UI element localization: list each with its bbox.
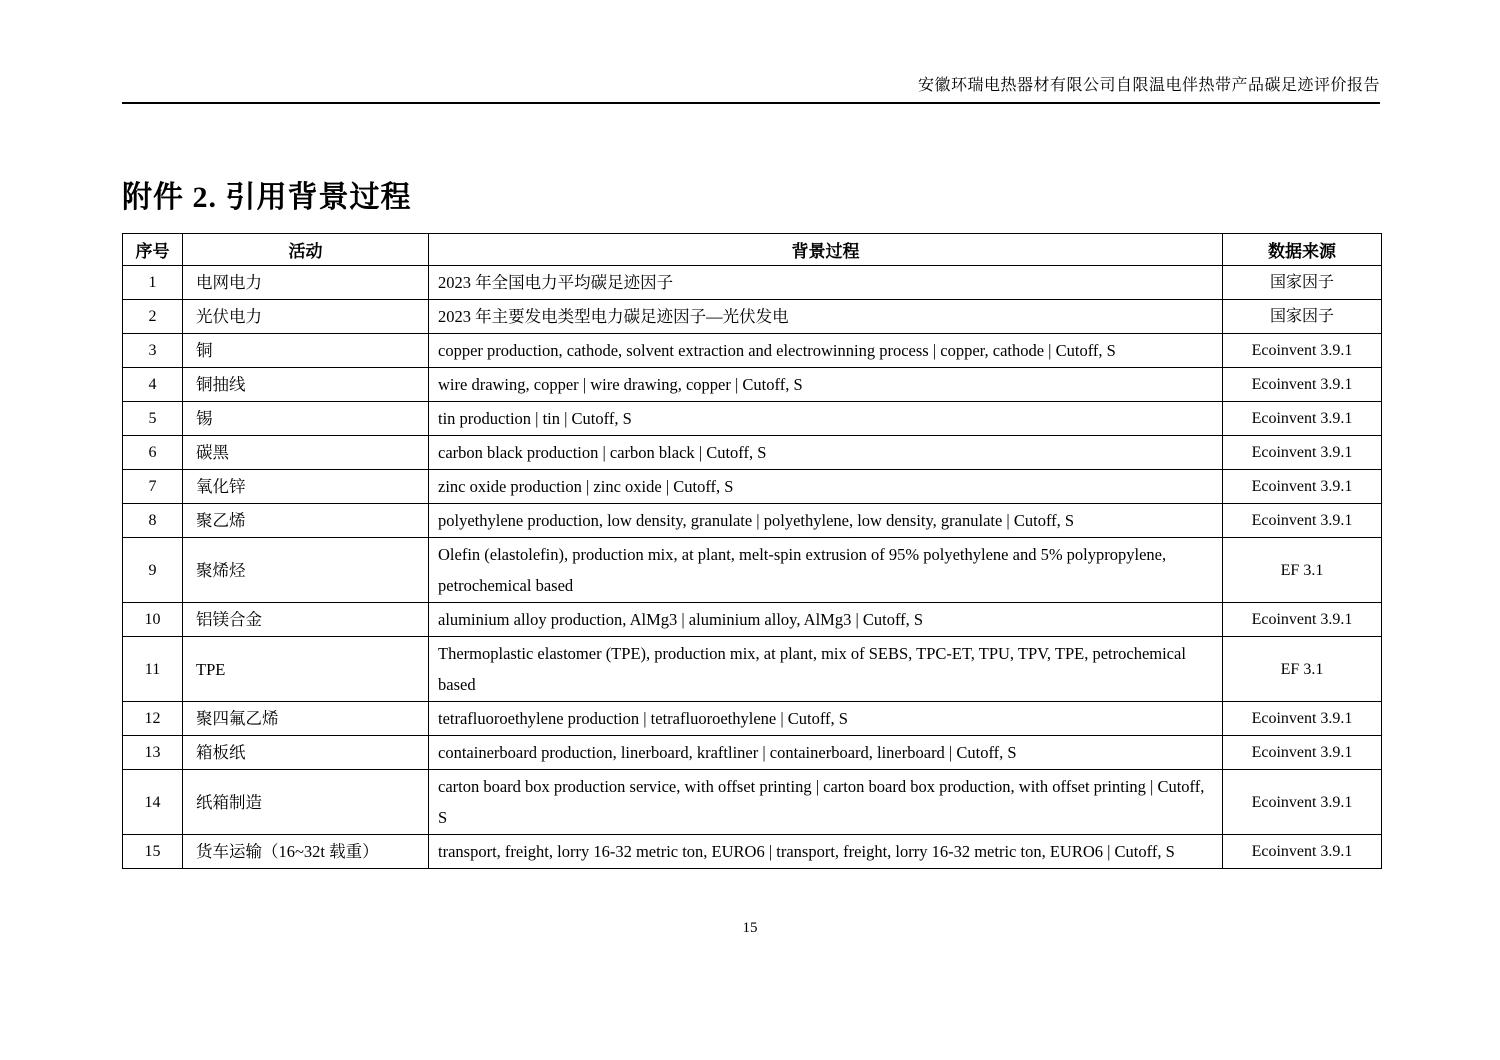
source-cell: 国家因子	[1223, 266, 1382, 300]
activity-cell: 光伏电力	[183, 300, 429, 334]
process-cell: Olefin (elastolefin), production mix, at plant, melt-spin extrusion of 95% polyethylene and 5% polypropylene, petrochemical based	[429, 538, 1223, 603]
activity-cell: 铝镁合金	[183, 603, 429, 637]
source-cell: EF 3.1	[1223, 538, 1382, 603]
activity-cell: 碳黑	[183, 436, 429, 470]
process-cell: copper production, cathode, solvent extraction and electrowinning process | copper, cathode | Cutoff, S	[429, 334, 1223, 368]
process-cell: tetrafluoroethylene production | tetrafluoroethylene | Cutoff, S	[429, 702, 1223, 736]
row-number-cell: 10	[123, 603, 183, 637]
process-cell: wire drawing, copper | wire drawing, copper | Cutoff, S	[429, 368, 1223, 402]
table-row	[123, 538, 1382, 603]
activity-cell: 锡	[183, 402, 429, 436]
table-row	[123, 770, 1382, 835]
process-cell: containerboard production, linerboard, kraftliner | containerboard, linerboard | Cutoff, S	[429, 736, 1223, 770]
activity-cell: 铜抽线	[183, 368, 429, 402]
table-row	[123, 470, 1382, 504]
row-number-cell: 5	[123, 402, 183, 436]
row-number-cell: 14	[123, 770, 183, 835]
row-number-cell: 13	[123, 736, 183, 770]
row-number-cell: 11	[123, 637, 183, 702]
row-number-cell: 8	[123, 504, 183, 538]
background-process-table	[122, 233, 1382, 869]
source-cell: Ecoinvent 3.9.1	[1223, 368, 1382, 402]
header-text: 安徽环瑞电热器材有限公司自限温电伴热带产品碳足迹评价报告	[917, 77, 1380, 94]
row-number-cell: 7	[123, 470, 183, 504]
activity-cell: 聚四氟乙烯	[183, 702, 429, 736]
activity-cell: 聚烯烃	[183, 538, 429, 603]
source-cell: Ecoinvent 3.9.1	[1223, 835, 1382, 869]
activity-cell: 聚乙烯	[183, 504, 429, 538]
table-row	[123, 368, 1382, 402]
background-process-table-body	[123, 266, 1382, 869]
activity-cell: 货车运输（16~32t 载重）	[183, 835, 429, 869]
table-row	[123, 702, 1382, 736]
table-row	[123, 736, 1382, 770]
col-header-source: 数据来源	[1223, 234, 1382, 266]
row-number-cell: 12	[123, 702, 183, 736]
source-cell: Ecoinvent 3.9.1	[1223, 702, 1382, 736]
row-number-cell: 4	[123, 368, 183, 402]
process-cell: aluminium alloy production, AlMg3 | aluminium alloy, AlMg3 | Cutoff, S	[429, 603, 1223, 637]
table-header-row	[123, 234, 1382, 266]
activity-cell: 铜	[183, 334, 429, 368]
source-cell: Ecoinvent 3.9.1	[1223, 770, 1382, 835]
process-cell: 2023 年全国电力平均碳足迹因子	[429, 266, 1223, 300]
table-row	[123, 300, 1382, 334]
table-row	[123, 835, 1382, 869]
activity-cell: 电网电力	[183, 266, 429, 300]
source-cell: EF 3.1	[1223, 637, 1382, 702]
col-header-no: 序号	[123, 234, 183, 266]
source-cell: Ecoinvent 3.9.1	[1223, 402, 1382, 436]
page-title: 附件 2. 引用背景过程	[122, 181, 412, 214]
row-number-cell: 2	[123, 300, 183, 334]
col-header-activity: 活动	[183, 234, 429, 266]
row-number-cell: 9	[123, 538, 183, 603]
table-row	[123, 504, 1382, 538]
table-row	[123, 436, 1382, 470]
process-cell: polyethylene production, low density, granulate | polyethylene, low density, granulate | Cutoff, S	[429, 504, 1223, 538]
process-cell: Thermoplastic elastomer (TPE), production mix, at plant, mix of SEBS, TPC-ET, TPU, TPV, TPE, petrochemical based	[429, 637, 1223, 702]
activity-cell: 纸箱制造	[183, 770, 429, 835]
process-cell: 2023 年主要发电类型电力碳足迹因子—光伏发电	[429, 300, 1223, 334]
process-cell: zinc oxide production | zinc oxide | Cutoff, S	[429, 470, 1223, 504]
source-cell: Ecoinvent 3.9.1	[1223, 603, 1382, 637]
page-header	[122, 72, 1380, 104]
source-cell: 国家因子	[1223, 300, 1382, 334]
table-row	[123, 637, 1382, 702]
source-cell: Ecoinvent 3.9.1	[1223, 470, 1382, 504]
row-number-cell: 1	[123, 266, 183, 300]
source-cell: Ecoinvent 3.9.1	[1223, 436, 1382, 470]
process-cell: carbon black production | carbon black | Cutoff, S	[429, 436, 1223, 470]
table-row	[123, 603, 1382, 637]
page-number: 15	[742, 920, 758, 936]
table-row	[123, 266, 1382, 300]
source-cell: Ecoinvent 3.9.1	[1223, 736, 1382, 770]
row-number-cell: 6	[123, 436, 183, 470]
table-row	[123, 334, 1382, 368]
process-cell: transport, freight, lorry 16-32 metric ton, EURO6 | transport, freight, lorry 16-32 metric ton, EURO6 | Cutoff, S	[429, 835, 1223, 869]
source-cell: Ecoinvent 3.9.1	[1223, 334, 1382, 368]
source-cell: Ecoinvent 3.9.1	[1223, 504, 1382, 538]
activity-cell: TPE	[183, 637, 429, 702]
process-cell: tin production | tin | Cutoff, S	[429, 402, 1223, 436]
table-row	[123, 402, 1382, 436]
col-header-process: 背景过程	[429, 234, 1223, 266]
process-cell: carton board box production service, with offset printing | carton board box production, with offset printing | Cutoff, S	[429, 770, 1223, 835]
activity-cell: 氧化锌	[183, 470, 429, 504]
activity-cell: 箱板纸	[183, 736, 429, 770]
row-number-cell: 3	[123, 334, 183, 368]
row-number-cell: 15	[123, 835, 183, 869]
